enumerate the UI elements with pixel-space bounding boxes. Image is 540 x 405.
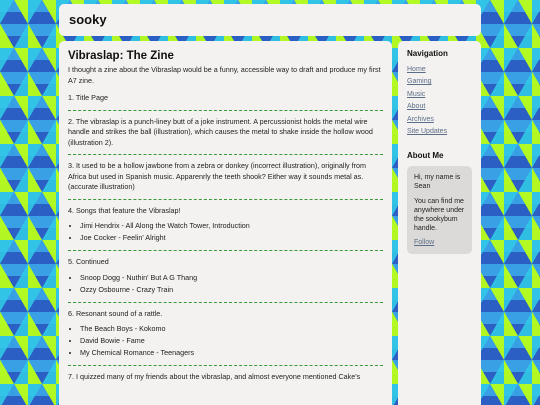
section-text: 6. Resonant sound of a rattle. [68, 308, 163, 318]
post-section [68, 155, 383, 199]
section-text: 1. Title Page [68, 93, 108, 102]
post-section [68, 111, 383, 155]
nav-link-site-updates[interactable]: Site Updates [407, 128, 448, 136]
list-item: • Ozzy Osbourne - Crazy Train [80, 284, 383, 296]
section-text: 5. Continued [68, 257, 109, 266]
song-list [68, 323, 383, 359]
site-header [59, 4, 481, 36]
section-text: 3. It used to be a hollow jawbone from a zebra or donkey (incorrect illustration), originally from Africa but used in Spanish music. Apparenrly the teeth shook? Either way it sounds metal as. (accurate illustration) [68, 161, 367, 191]
main-content [59, 41, 392, 405]
post-section [68, 251, 383, 302]
about-greeting: Hi, my name is Sean [414, 174, 461, 191]
list-item: • My Chemical Romance - Teenagers [80, 347, 383, 359]
list-item: • The Beach Boys - Kokomo [80, 323, 383, 335]
section-text: 4. Songs that feature the Vibraslap! [68, 205, 181, 215]
site-title[interactable]: sooky [69, 12, 107, 27]
nav-link-about[interactable]: About [407, 103, 426, 111]
post-section [68, 303, 383, 366]
post-section [68, 93, 383, 110]
list-item: • Joe Cocker - Feelin' Alright [80, 232, 383, 244]
nav-link-archives[interactable]: Archives [407, 115, 434, 123]
post-section [68, 200, 383, 251]
follow-link[interactable]: Follow [414, 239, 435, 247]
list-item: • David Bowie - Fame [80, 335, 383, 347]
post-section [68, 366, 383, 389]
nav-link-home[interactable]: Home [407, 66, 426, 73]
song-list [68, 220, 383, 244]
about-box [407, 166, 472, 254]
post-title: Vibraslap: The Zine [68, 50, 174, 62]
nav-link-music[interactable]: Music [407, 90, 426, 98]
about-text: You can find me anywhere under the sookybum handle. [414, 198, 465, 233]
post-intro: I thought a zine about the Vibraslap would be a funny, accessible way to draft and produce my first A7 zine. [68, 65, 381, 85]
about-heading: About Me [407, 151, 444, 161]
section-text: 7. I quizzed many of my friends about the vibraslap, and almost everyone mentioned Cake's [68, 372, 361, 381]
nav-links [407, 64, 472, 138]
sidebar [398, 41, 481, 405]
section-text: 2. The vibraslap is a punch-liney butt of a joke instrument. A percussionist holds the metal wire handle and strikes the ball (illustration), which causes the metal to shake inside the hollow wood (illustration 2). [68, 116, 373, 147]
nav-heading: Navigation [407, 49, 448, 58]
list-item: • Snoop Dogg - Nuthin' But A G Thang [80, 272, 383, 284]
nav-link-gaming[interactable]: Gaming [407, 78, 432, 86]
list-item: • Jimi Hendrix - All Along the Watch Tower, Introduction [80, 220, 383, 232]
song-list [68, 272, 383, 296]
